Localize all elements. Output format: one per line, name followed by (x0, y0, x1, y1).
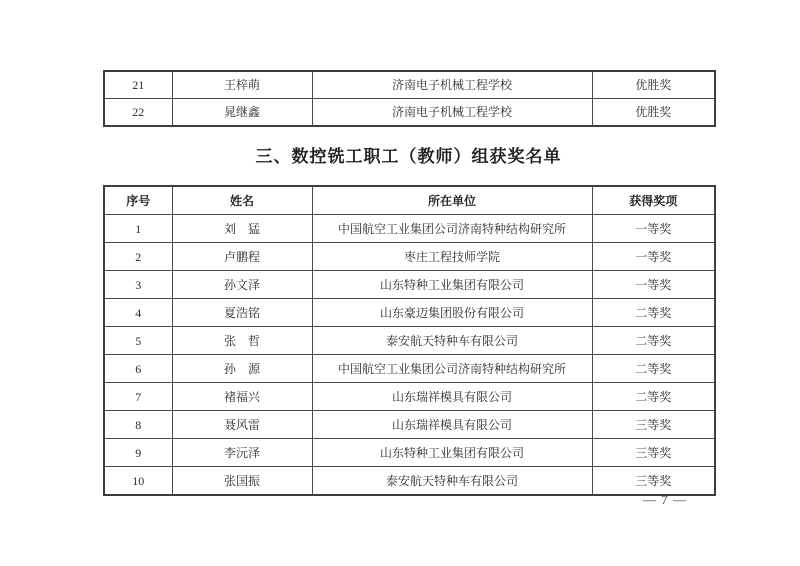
table-row (104, 271, 715, 299)
section-heading: 三、数控铣工职工（教师）组获奖名单 (255, 147, 562, 166)
column-header: 序号 (104, 186, 172, 215)
table-cell: 9 (104, 439, 172, 467)
table-cell: 山东特种工业集团有限公司 (312, 439, 592, 467)
table-cell: 7 (104, 383, 172, 411)
table-cell: 10 (104, 467, 172, 496)
table-cell: 李沅泽 (172, 439, 312, 467)
table-cell: 8 (104, 411, 172, 439)
table-row (104, 99, 715, 127)
table-row (104, 299, 715, 327)
table-cell: 张 哲 (172, 327, 312, 355)
table-cell: 6 (104, 355, 172, 383)
table-cell: 中国航空工业集团公司济南特种结构研究所 (312, 215, 592, 243)
table-cell: 泰安航天特种车有限公司 (312, 467, 592, 496)
table-cell: 孙 源 (172, 355, 312, 383)
milling-teacher-award-table (103, 185, 716, 496)
table-cell: 泰安航天特种车有限公司 (312, 327, 592, 355)
table-row (104, 411, 715, 439)
table-cell: 一等奖 (592, 243, 715, 271)
table-cell: 三等奖 (592, 439, 715, 467)
table-cell: 山东特种工业集团有限公司 (312, 271, 592, 299)
table-cell: 一等奖 (592, 271, 715, 299)
table-cell: 三等奖 (592, 411, 715, 439)
table-cell: 5 (104, 327, 172, 355)
table-cell: 枣庄工程技师学院 (312, 243, 592, 271)
table-row (104, 71, 715, 99)
table-row (104, 215, 715, 243)
table-row (104, 383, 715, 411)
table-row (104, 243, 715, 271)
table-row (104, 327, 715, 355)
table-cell: 山东瑞祥模具有限公司 (312, 411, 592, 439)
table-cell: 王梓萌 (172, 71, 312, 99)
table-cell: 二等奖 (592, 383, 715, 411)
table-cell: 济南电子机械工程学校 (312, 99, 592, 127)
table-cell: 三等奖 (592, 467, 715, 496)
continuation-award-table (103, 70, 716, 127)
table-cell: 二等奖 (592, 355, 715, 383)
column-header: 姓名 (172, 186, 312, 215)
table-cell: 卢鹏程 (172, 243, 312, 271)
table-cell: 山东瑞祥模具有限公司 (312, 383, 592, 411)
page-number: — 7 — (643, 492, 687, 507)
table-cell: 孙文泽 (172, 271, 312, 299)
table-cell: 济南电子机械工程学校 (312, 71, 592, 99)
table-row (104, 467, 715, 496)
table-cell: 3 (104, 271, 172, 299)
column-header: 获得奖项 (592, 186, 715, 215)
table-cell: 2 (104, 243, 172, 271)
table-cell: 褚福兴 (172, 383, 312, 411)
table-cell: 刘 猛 (172, 215, 312, 243)
table-row (104, 355, 715, 383)
table-cell: 晁继鑫 (172, 99, 312, 127)
table-cell: 优胜奖 (592, 71, 715, 99)
table-cell: 山东豪迈集团股份有限公司 (312, 299, 592, 327)
table-cell: 4 (104, 299, 172, 327)
table-row (104, 439, 715, 467)
table-cell: 22 (104, 99, 172, 127)
header-row (104, 186, 715, 215)
table-cell: 优胜奖 (592, 99, 715, 127)
table-cell: 1 (104, 215, 172, 243)
table-cell: 中国航空工业集团公司济南特种结构研究所 (312, 355, 592, 383)
column-header: 所在单位 (312, 186, 592, 215)
table-cell: 夏浩铭 (172, 299, 312, 327)
table-cell: 聂风雷 (172, 411, 312, 439)
table-cell: 张国振 (172, 467, 312, 496)
table-cell: 一等奖 (592, 215, 715, 243)
table-cell: 二等奖 (592, 327, 715, 355)
table-cell: 21 (104, 71, 172, 99)
table-cell: 二等奖 (592, 299, 715, 327)
